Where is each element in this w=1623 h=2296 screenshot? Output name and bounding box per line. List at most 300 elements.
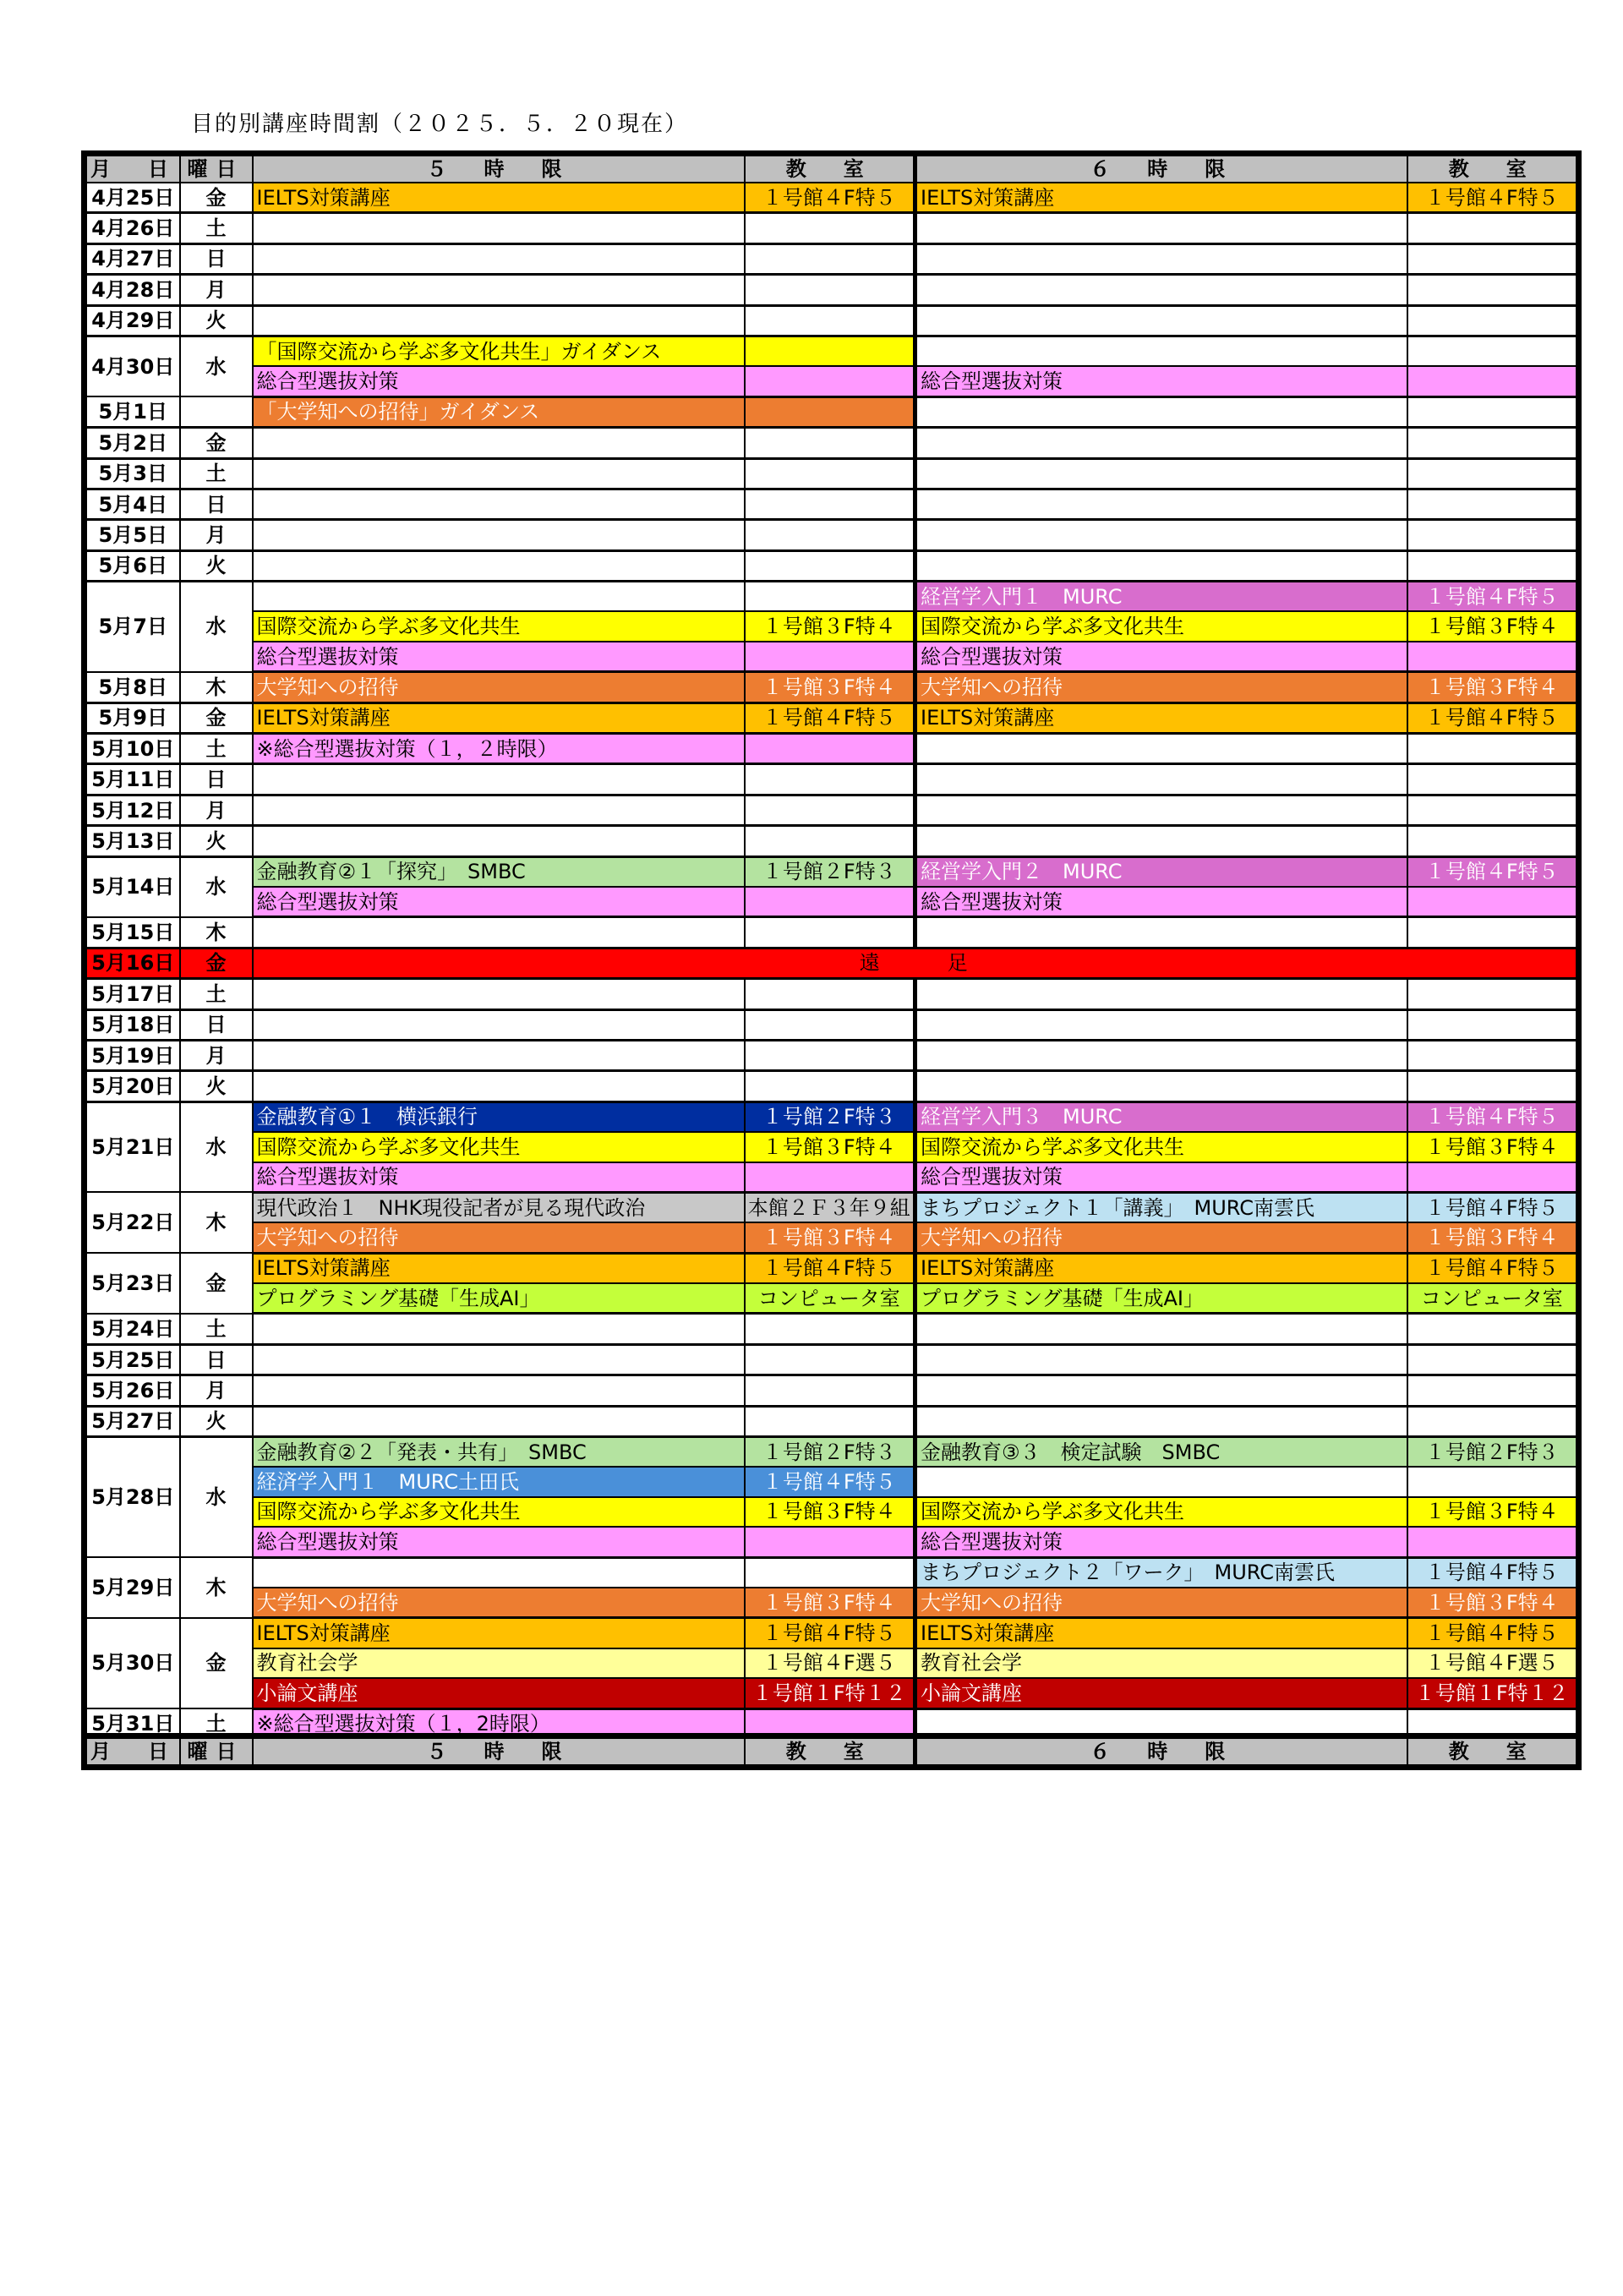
period6-room [1407,275,1579,305]
period6-room [1407,366,1579,396]
period5-subject: ※総合型選抜対策（１，2時限） [253,1708,745,1741]
period6-room: １号館２F特３ [1407,1437,1579,1468]
table-row [85,1588,1579,1618]
period6-room: １号館４F特５ [1407,856,1579,887]
date-cell: 5月8日 [85,672,180,702]
header-room6: 教 室 [1407,154,1579,183]
period5-subject: 総合型選抜対策 [253,1527,745,1557]
table-row [85,795,1579,825]
table-row [85,1009,1579,1040]
date-cell: 5月9日 [85,702,180,733]
date-cell: 5月27日 [85,1406,180,1436]
period6-subject: 総合型選抜対策 [915,1527,1407,1557]
period6-subject: 経営学入門１ MURC [915,582,1407,612]
day-cell: 日 [180,1009,253,1040]
day-cell: 金 [180,428,253,458]
period6-room [1407,396,1579,427]
date-cell: 5月12日 [85,795,180,825]
period5-room: １号館２F特３ [745,856,915,887]
period6-room [1407,1040,1579,1070]
period6-room: １号館３F特４ [1407,1588,1579,1618]
header-row [85,154,1579,183]
date-cell: 5月26日 [85,1375,180,1406]
footer-header-day: 曜日 [180,1736,253,1768]
table-row [85,275,1579,305]
table-row [85,1648,1579,1678]
table-row [85,1467,1579,1496]
period6-subject [915,520,1407,550]
date-cell: 5月6日 [85,550,180,581]
period6-room [1407,887,1579,917]
header-room5: 教 室 [745,154,915,183]
period5-subject [253,979,745,1009]
date-cell: 4月25日 [85,183,180,213]
footer-header-row [85,1736,1579,1768]
period5-subject: IELTS対策講座 [253,1618,745,1648]
date-cell: 5月24日 [85,1314,180,1344]
period5-subject: 大学知への招待 [253,1222,745,1253]
period6-room [1407,826,1579,856]
period5-subject: 金融教育②１「探究」 SMBC [253,856,745,887]
period6-room [1407,1406,1579,1436]
period5-room [745,582,915,612]
table-row [85,582,1579,612]
day-cell: 金 [180,183,253,213]
period6-room [1407,1344,1579,1375]
header-period5: ５ 時 限 [253,154,745,183]
table-row [85,856,1579,887]
period6-room [1407,305,1579,336]
table-row [85,642,1579,672]
day-cell: 木 [180,672,253,702]
table-row [85,1678,1579,1708]
table-row [85,1071,1579,1102]
period5-room [745,642,915,672]
period6-room: １号館３F特４ [1407,1132,1579,1162]
period6-room: １号館４F特５ [1407,1557,1579,1588]
date-cell: 5月14日 [85,856,180,917]
period6-subject: 国際交流から学ぶ多文化共生 [915,1497,1407,1527]
table-row [85,1283,1579,1314]
date-cell: 5月22日 [85,1192,180,1253]
day-cell: 水 [180,856,253,917]
period5-room: コンピュータ室 [745,1283,915,1314]
date-cell: 5月13日 [85,826,180,856]
period6-subject: 経営学入門２ MURC [915,856,1407,887]
period6-subject [915,1314,1407,1344]
period5-room [745,1557,915,1588]
period5-subject [253,1009,745,1040]
period6-room: １号館４F選５ [1407,1648,1579,1678]
table-row [85,1192,1579,1222]
period6-subject [915,1406,1407,1436]
period6-subject [915,243,1407,274]
period6-subject [915,550,1407,581]
period6-room [1407,642,1579,672]
period6-subject: プログラミング基礎「生成AI」 [915,1283,1407,1314]
period6-room [1407,213,1579,243]
period5-subject: 国際交流から学ぶ多文化共生 [253,1497,745,1527]
period6-subject: IELTS対策講座 [915,183,1407,213]
period5-room [745,458,915,489]
date-cell: 5月1日 [85,396,180,427]
day-cell: 土 [180,979,253,1009]
timetable [81,150,1582,1744]
date-cell: 5月17日 [85,979,180,1009]
date-cell: 5月25日 [85,1344,180,1375]
day-cell: 土 [180,1314,253,1344]
period5-room: １号館２F特３ [745,1102,915,1132]
period5-subject: 大学知への招待 [253,1588,745,1618]
period5-subject [253,1344,745,1375]
period5-subject [253,764,745,795]
period5-room [745,1071,915,1102]
period5-room [745,336,915,366]
period5-subject [253,1375,745,1406]
period5-room [745,1375,915,1406]
period5-room [745,550,915,581]
day-cell: 月 [180,795,253,825]
day-cell: 火 [180,1071,253,1102]
period5-room [745,213,915,243]
period5-room [745,520,915,550]
period6-room: １号館４F特５ [1407,1253,1579,1283]
period5-room [745,428,915,458]
period6-subject: IELTS対策講座 [915,1253,1407,1283]
period5-subject: 現代政治１ NHK現役記者が見る現代政治 [253,1192,745,1222]
period5-subject: 金融教育②２「発表・共有」 SMBC [253,1437,745,1468]
period6-room: コンピュータ室 [1407,1283,1579,1314]
date-cell: 5月15日 [85,917,180,948]
period5-room: １号館１F特１２ [745,1678,915,1708]
day-cell: 月 [180,1040,253,1070]
period6-room: １号館３F特４ [1407,672,1579,702]
period5-room [745,764,915,795]
period5-subject [253,458,745,489]
period6-room [1407,1314,1579,1344]
period5-room: 本館２Ｆ３年９組 [745,1192,915,1222]
table-row [85,243,1579,274]
period5-subject: IELTS対策講座 [253,702,745,733]
header-date: 月 日 [85,154,180,183]
period6-room [1407,795,1579,825]
period6-subject: 金融教育③３ 検定試験 SMBC [915,1437,1407,1468]
period6-room [1407,764,1579,795]
event-cell: 遠 足 [253,948,1579,978]
period5-subject [253,795,745,825]
period5-subject: 経済学入門１ MURC土田氏 [253,1467,745,1496]
period5-room [745,366,915,396]
period5-subject: 「大学知への招待」ガイダンス [253,396,745,427]
period5-subject [253,489,745,519]
table-row [85,979,1579,1009]
date-cell: 5月4日 [85,489,180,519]
period5-subject: ※総合型選抜対策（１，２時限） [253,734,745,764]
period5-room [745,1527,915,1557]
period6-subject [915,764,1407,795]
table-row [85,826,1579,856]
table-row [85,1375,1579,1406]
period5-subject [253,1406,745,1436]
period6-room: １号館３F特４ [1407,1222,1579,1253]
date-cell: 5月30日 [85,1618,180,1708]
period6-subject [915,917,1407,948]
table-row [85,1040,1579,1070]
table-row [85,183,1579,213]
day-cell: 水 [180,1437,253,1558]
table-row [85,1314,1579,1344]
period6-subject [915,1040,1407,1070]
period5-subject: 総合型選抜対策 [253,366,745,396]
table-row [85,1527,1579,1557]
table-row [85,672,1579,702]
date-cell: 5月21日 [85,1102,180,1192]
date-cell: 5月11日 [85,764,180,795]
period5-subject: IELTS対策講座 [253,183,745,213]
period6-subject [915,396,1407,427]
period6-subject: 国際交流から学ぶ多文化共生 [915,1132,1407,1162]
day-cell: 金 [180,948,253,978]
table-row [85,213,1579,243]
table-row [85,1102,1579,1132]
day-cell: 火 [180,1406,253,1436]
footer-header-table [81,1733,1582,1770]
period5-subject [253,550,745,581]
period6-subject: まちプロジェクト１「講義」 MURC南雲氏 [915,1192,1407,1222]
period6-room [1407,243,1579,274]
table-row [85,550,1579,581]
period5-subject: 教育社会学 [253,1648,745,1678]
table-row [85,396,1579,427]
day-cell: 水 [180,336,253,396]
footer-header-date: 月 日 [85,1736,180,1768]
period6-subject: 総合型選抜対策 [915,887,1407,917]
period6-room [1407,979,1579,1009]
day-cell: 火 [180,826,253,856]
period5-room [745,1406,915,1436]
period5-subject [253,1071,745,1102]
schedule-body [85,183,1579,1741]
period6-subject: IELTS対策講座 [915,1618,1407,1648]
day-cell: 木 [180,917,253,948]
table-row [85,1557,1579,1588]
table-row [85,1497,1579,1527]
period5-room [745,734,915,764]
period6-subject [915,275,1407,305]
day-cell: 月 [180,520,253,550]
table-row [85,1162,1579,1193]
period6-room [1407,917,1579,948]
period5-room: １号館４F特５ [745,702,915,733]
period6-subject [915,213,1407,243]
date-cell: 5月20日 [85,1071,180,1102]
table-row [85,1618,1579,1648]
period5-subject [253,1557,745,1588]
table-row [85,458,1579,489]
table-row [85,1253,1579,1283]
period6-room [1407,1162,1579,1193]
period6-room [1407,1071,1579,1102]
date-cell: 5月3日 [85,458,180,489]
period6-subject: 総合型選抜対策 [915,1162,1407,1193]
day-cell: 水 [180,582,253,672]
period5-room: １号館４F特５ [745,183,915,213]
period5-subject [253,243,745,274]
period5-room: １号館３F特４ [745,1588,915,1618]
day-cell: 日 [180,764,253,795]
period5-subject [253,213,745,243]
period6-subject: 小論文講座 [915,1678,1407,1708]
date-cell: 5月10日 [85,734,180,764]
period5-subject: IELTS対策講座 [253,1253,745,1283]
day-cell: 木 [180,1557,253,1618]
day-cell: 土 [180,213,253,243]
table-row [85,702,1579,733]
day-cell: 日 [180,243,253,274]
period6-room [1407,1527,1579,1557]
period5-room [745,1009,915,1040]
period5-room [745,305,915,336]
period5-room [745,275,915,305]
period6-room [1407,1009,1579,1040]
period5-subject: 国際交流から学ぶ多文化共生 [253,1132,745,1162]
day-cell: 金 [180,1253,253,1314]
period6-subject [915,979,1407,1009]
period5-subject [253,428,745,458]
period6-subject [915,795,1407,825]
period6-room: １号館４F特５ [1407,582,1579,612]
day-cell: 日 [180,1344,253,1375]
period6-subject [915,1344,1407,1375]
period5-subject [253,275,745,305]
table-row [85,520,1579,550]
day-cell: 水 [180,1102,253,1192]
date-cell: 5月19日 [85,1040,180,1070]
period6-room [1407,489,1579,519]
period5-room [745,1040,915,1070]
period6-subject [915,489,1407,519]
period6-subject: 大学知への招待 [915,1588,1407,1618]
period6-room: １号館１F特１２ [1407,1678,1579,1708]
date-cell: 5月29日 [85,1557,180,1618]
period6-subject [915,1375,1407,1406]
footer-header-period5: ５ 時 限 [253,1736,745,1768]
table-row [85,948,1579,978]
period5-subject [253,1040,745,1070]
period5-room [745,795,915,825]
period5-room [745,917,915,948]
date-cell: 4月28日 [85,275,180,305]
table-row [85,428,1579,458]
period5-subject: 国際交流から学ぶ多文化共生 [253,611,745,641]
period6-room [1407,428,1579,458]
period5-room [745,826,915,856]
period5-room: １号館３F特４ [745,1497,915,1527]
period5-room [745,1314,915,1344]
period6-room: １号館３F特４ [1407,611,1579,641]
period5-subject: 金融教育①１ 横浜銀行 [253,1102,745,1132]
period6-subject [915,428,1407,458]
period6-subject [915,1071,1407,1102]
date-cell: 5月2日 [85,428,180,458]
date-cell: 5月5日 [85,520,180,550]
period5-subject [253,305,745,336]
table-row [85,336,1579,366]
period5-subject [253,582,745,612]
period6-room [1407,520,1579,550]
period6-room [1407,734,1579,764]
period6-subject: 大学知への招待 [915,1222,1407,1253]
table-row [85,764,1579,795]
table-row [85,887,1579,917]
date-cell: 4月27日 [85,243,180,274]
period6-subject: 経営学入門３ MURC [915,1102,1407,1132]
period5-room: １号館３F特４ [745,1222,915,1253]
period6-room [1407,458,1579,489]
period5-subject [253,917,745,948]
period5-subject [253,826,745,856]
table-row [85,366,1579,396]
period5-room: １号館４F特５ [745,1253,915,1283]
period5-room: １号館４F選５ [745,1648,915,1678]
period5-room: １号館４F特５ [745,1618,915,1648]
period6-subject: 総合型選抜対策 [915,642,1407,672]
period6-subject: IELTS対策講座 [915,702,1407,733]
period5-room: １号館３F特４ [745,672,915,702]
period6-subject [915,734,1407,764]
date-cell: 4月26日 [85,213,180,243]
period5-room [745,243,915,274]
period6-subject: 国際交流から学ぶ多文化共生 [915,611,1407,641]
day-cell: 火 [180,550,253,581]
period6-subject: 大学知への招待 [915,672,1407,702]
table-row [85,917,1579,948]
date-cell: 5月18日 [85,1009,180,1040]
period6-room: １号館４F特５ [1407,1192,1579,1222]
period5-room: １号館２F特３ [745,1437,915,1468]
period5-room [745,489,915,519]
period5-room [745,887,915,917]
header-day: 曜日 [180,154,253,183]
period6-subject [915,336,1407,366]
period6-subject [915,1009,1407,1040]
period6-subject [915,305,1407,336]
day-cell: 月 [180,275,253,305]
period6-subject: 総合型選抜対策 [915,366,1407,396]
period5-room: １号館３F特４ [745,611,915,641]
table-row [85,489,1579,519]
footer-header-room5: 教 室 [745,1736,915,1768]
day-cell: 月 [180,1375,253,1406]
table-row [85,1222,1579,1253]
period6-room: １号館４F特５ [1407,183,1579,213]
table-row [85,1344,1579,1375]
period6-subject: 教育社会学 [915,1648,1407,1678]
date-cell: 5月28日 [85,1437,180,1558]
period5-subject: 総合型選抜対策 [253,887,745,917]
period5-room: １号館３F特４ [745,1132,915,1162]
period5-room [745,396,915,427]
table-row [85,1406,1579,1436]
period6-subject [915,1467,1407,1496]
day-cell: 土 [180,734,253,764]
date-cell: 5月23日 [85,1253,180,1314]
period6-room [1407,1467,1579,1496]
page-title: 目的別講座時間割（２０２５．５．２０現在） [191,112,689,137]
period5-subject: 大学知への招待 [253,672,745,702]
period6-subject: まちプロジェクト２「ワーク」 MURC南雲氏 [915,1557,1407,1588]
period6-room [1407,336,1579,366]
